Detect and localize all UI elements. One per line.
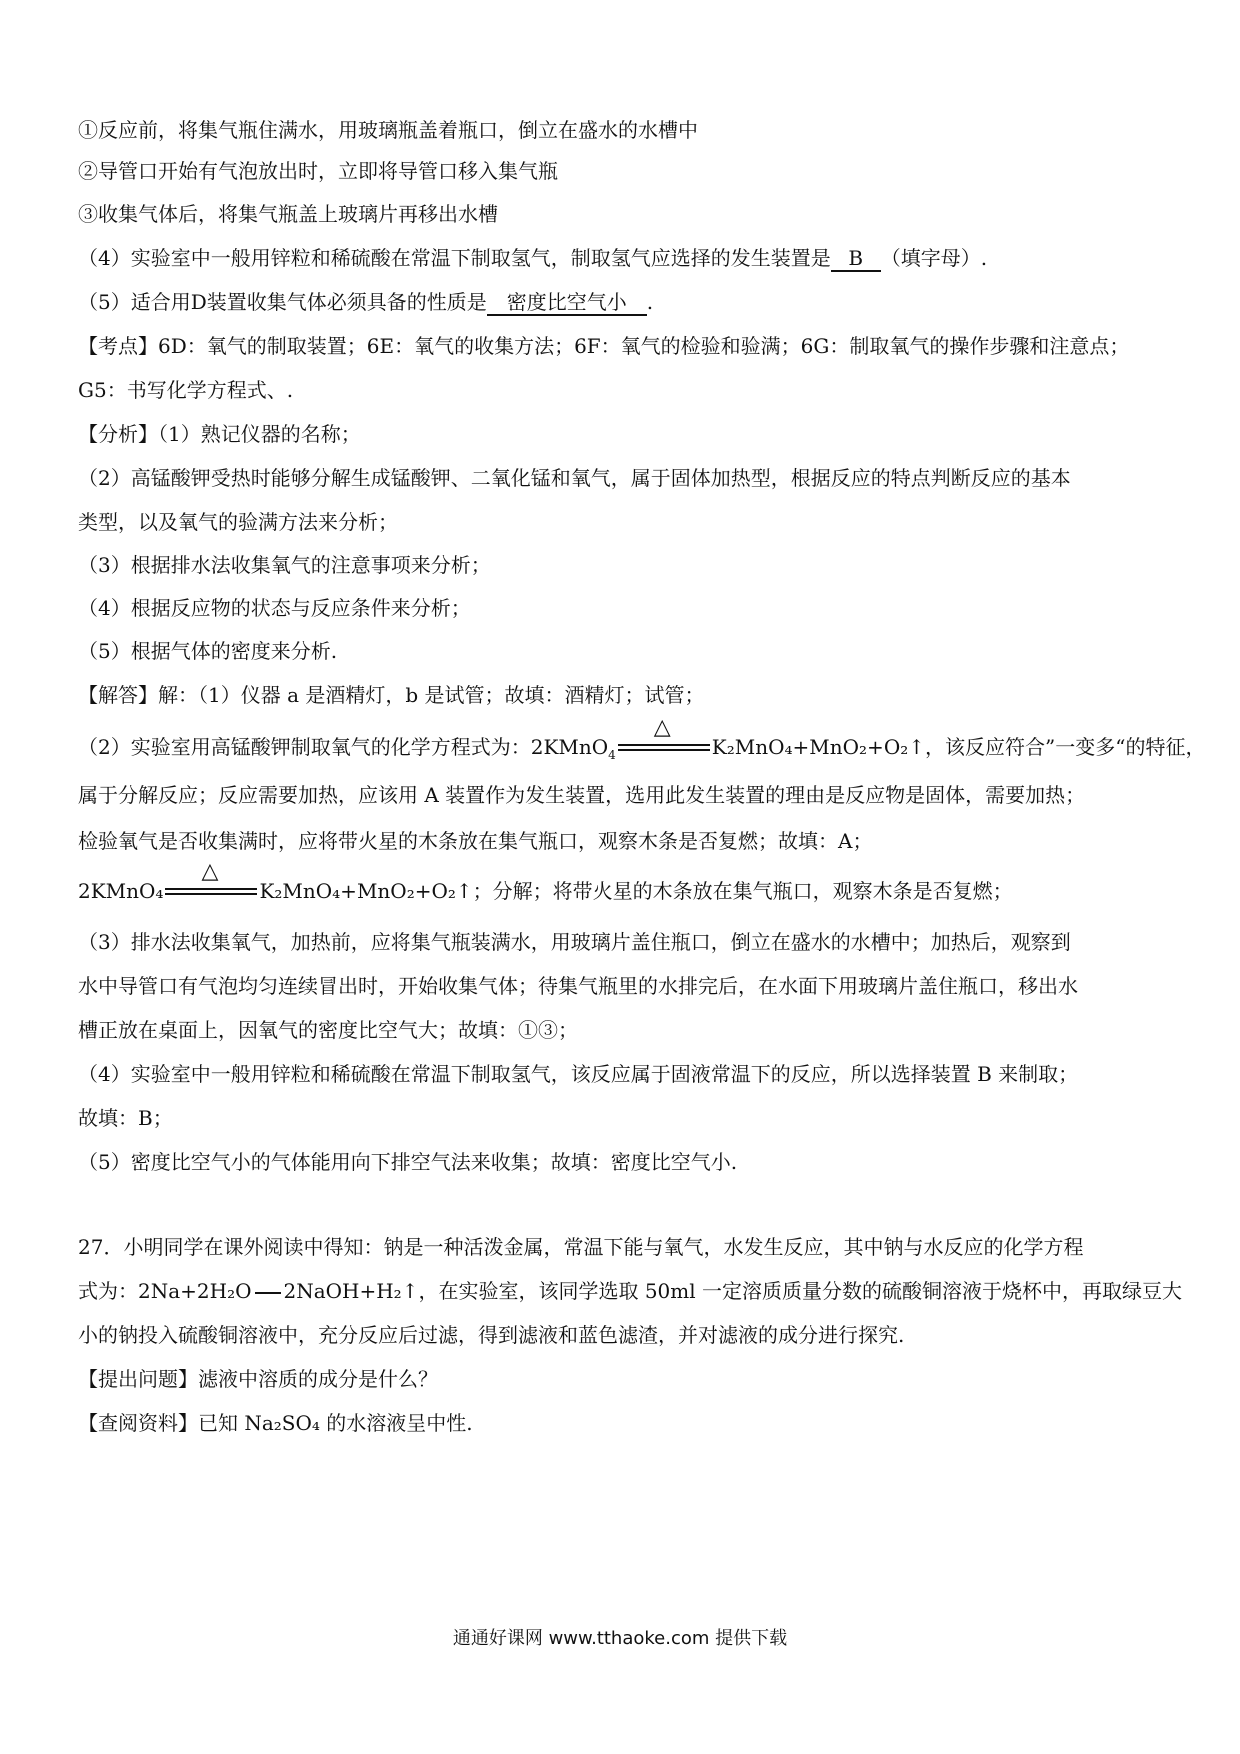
solution-3: 属于分解反应；反应需要加热，应该用 A 装置作为发生装置，选用此发生装置的理由是反应物是固体，需要加热；: [78, 783, 1086, 807]
knowledge-points-1: 【考点】6D：氧气的制取装置；6E：氧气的收集方法；6F：氧气的检验和验满；6G：制取氧气的操作步骤和注意点；: [78, 334, 1130, 358]
solution-5: [78, 858, 1013, 905]
question-5-suffix: .: [646, 290, 654, 314]
question-4: [78, 244, 987, 272]
analysis-1: 【分析】（1）熟记仪器的名称；: [78, 422, 361, 446]
step-3: ③收集气体后，将集气瓶盖上玻璃片再移出水槽: [78, 202, 498, 226]
analysis-6: （5）根据气体的密度来分析.: [78, 639, 338, 663]
equation-products: K₂MnO₄+MnO₂+O₂↑，该反应符合”一变多“的特征，: [711, 735, 1206, 759]
analysis-5: （4）根据反应物的状态与反应条件来分析；: [78, 596, 471, 620]
sodium-equation-products: 2NaOH+H₂↑，在实验室，该同学选取 50ml 一定溶质质量分数的硫酸铜溶液于烧杯中，再取绿豆大: [283, 1279, 1182, 1303]
solution-7: 水中导管口有气泡均匀连续冒出时，开始收集气体；待集气瓶里的水排完后，在水面下用玻璃片盖住瓶口，移出水: [78, 974, 1078, 998]
heating-equals-sign: [618, 714, 710, 759]
solution-1: 【解答】解：（1）仪器 a 是酒精灯，b 是试管；故填：酒精灯；试管；: [78, 683, 705, 707]
knowledge-points-2: G5：书写化学方程式、.: [78, 378, 294, 402]
question-27-line-3: 小的钠投入硫酸铜溶液中，充分反应后过滤，得到滤液和蓝色滤渣，并对滤液的成分进行探究.: [78, 1323, 905, 1347]
question-4-text: （4）实验室中一般用锌粒和稀硫酸在常温下制取氢气，制取氢气应选择的发生装置是: [78, 246, 831, 270]
solution-8: 槽正放在桌面上，因氧气的密度比空气大；故填：①③；: [78, 1018, 578, 1042]
solution-4: 检验氧气是否收集满时，应将带火星的木条放在集气瓶口，观察木条是否复燃；故填：A；: [78, 829, 873, 853]
heat-triangle-icon: △: [201, 858, 219, 884]
solution-6: （3）排水法收集氧气，加热前，应将集气瓶装满水，用玻璃片盖住瓶口，倒立在盛水的水槽中；加热后，观察到: [78, 930, 1071, 954]
sodium-equation-reactants: 式为：2Na+2H₂O: [78, 1279, 252, 1303]
page-footer: 通通好课网 www.tthaoke.com 提供下载: [452, 1628, 788, 1649]
question-4-suffix: （填字母）.: [880, 246, 988, 270]
question-27-problem: 【提出问题】滤液中溶质的成分是什么？: [78, 1367, 438, 1391]
question-27-reference: 【查阅资料】已知 Na₂SO₄ 的水溶液呈中性.: [78, 1411, 473, 1435]
equation-reactant: （2）实验室用高锰酸钾制取氧气的化学方程式为：2KMnO: [78, 735, 609, 759]
equation-products-2: K₂MnO₄+MnO₂+O₂↑；分解；将带火星的木条放在集气瓶口，观察木条是否复燃；: [259, 879, 1013, 903]
question-27-line-2: [78, 1277, 1182, 1305]
solution-11: （5）密度比空气小的气体能用向下排空气法来收集；故填：密度比空气小.: [78, 1150, 738, 1174]
question-4-answer: B: [831, 246, 881, 272]
solution-10: 故填：B；: [78, 1106, 173, 1130]
equation-arrow: [255, 1292, 281, 1294]
question-5-answer: 密度比空气小: [487, 290, 647, 316]
equation-subscript: 4: [608, 748, 616, 762]
equation-reactant-2: 2KMnO₄: [78, 879, 164, 903]
question-27-line-1: 27．小明同学在课外阅读中得知：钠是一种活泼金属，常温下能与氧气，水发生反应，其中钠与水反应的化学方程: [78, 1235, 1084, 1259]
heating-equals-sign-2: [165, 858, 257, 903]
heat-triangle-icon: △: [653, 714, 671, 740]
question-5-text: （5）适合用D装置收集气体必须具备的性质是: [78, 290, 487, 314]
analysis-3: 类型，以及氧气的验满方法来分析；: [78, 510, 398, 534]
solution-9: （4）实验室中一般用锌粒和稀硫酸在常温下制取氢气，该反应属于固液常温下的反应，所以选择装置 B 来制取；: [78, 1062, 1079, 1086]
analysis-4: （3）根据排水法收集氧气的注意事项来分析；: [78, 553, 491, 577]
question-5: [78, 288, 653, 316]
step-2: ②导管口开始有气泡放出时，立即将导管口移入集气瓶: [78, 159, 558, 183]
analysis-2: （2）高锰酸钾受热时能够分解生成锰酸钾、二氧化锰和氧气，属于固体加热型，根据反应的特点判断反应的基本: [78, 466, 1071, 490]
solution-2: [78, 714, 1206, 769]
step-1: ①反应前，将集气瓶住满水，用玻璃瓶盖着瓶口，倒立在盛水的水槽中: [78, 118, 698, 142]
